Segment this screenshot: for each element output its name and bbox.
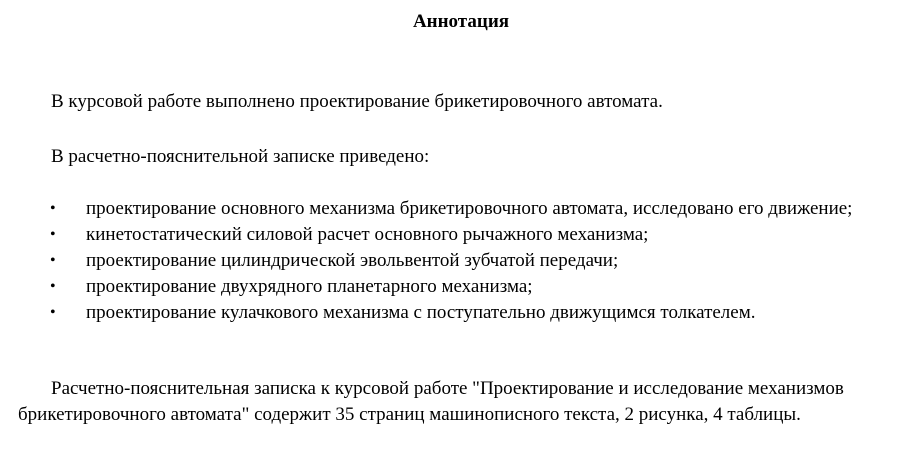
- list-item-text: проектирование цилиндрической эвольвентой зубчатой передачи;: [86, 250, 619, 271]
- contents-list: [0, 196, 922, 326]
- bullet-icon: •: [50, 226, 56, 243]
- list-item: [0, 300, 922, 326]
- list-lead-paragraph: В расчетно-пояснительной записке приведено:: [51, 146, 430, 167]
- intro-paragraph: В курсовой работе выполнено проектирование брикетировочного автомата.: [51, 91, 663, 112]
- list-item: [0, 222, 922, 248]
- bullet-icon: •: [50, 252, 56, 269]
- list-item: [0, 248, 922, 274]
- document-title: Аннотация: [412, 11, 510, 32]
- list-item: [0, 274, 922, 300]
- list-item: [0, 196, 922, 222]
- bullet-icon: •: [50, 278, 56, 295]
- summary-paragraph: Расчетно-пояснительная записка к курсовой работе "Проектирование и исследование механизмов брикетировочного автомата" содержит 35 страниц машинописного текста, 2 рисунка, 4 таблицы.: [18, 378, 844, 425]
- list-item-text: проектирование двухрядного планетарного механизма;: [86, 276, 533, 297]
- list-item-text: проектирование основного механизма брикетировочного автомата, исследовано его движение;: [86, 198, 853, 219]
- bullet-icon: •: [50, 304, 56, 321]
- list-item-text: проектирование кулачкового механизма с поступательно движущимся толкателем.: [86, 302, 756, 323]
- bullet-icon: •: [50, 200, 56, 217]
- list-item-text: кинетостатический силовой расчет основного рычажного механизма;: [86, 224, 649, 245]
